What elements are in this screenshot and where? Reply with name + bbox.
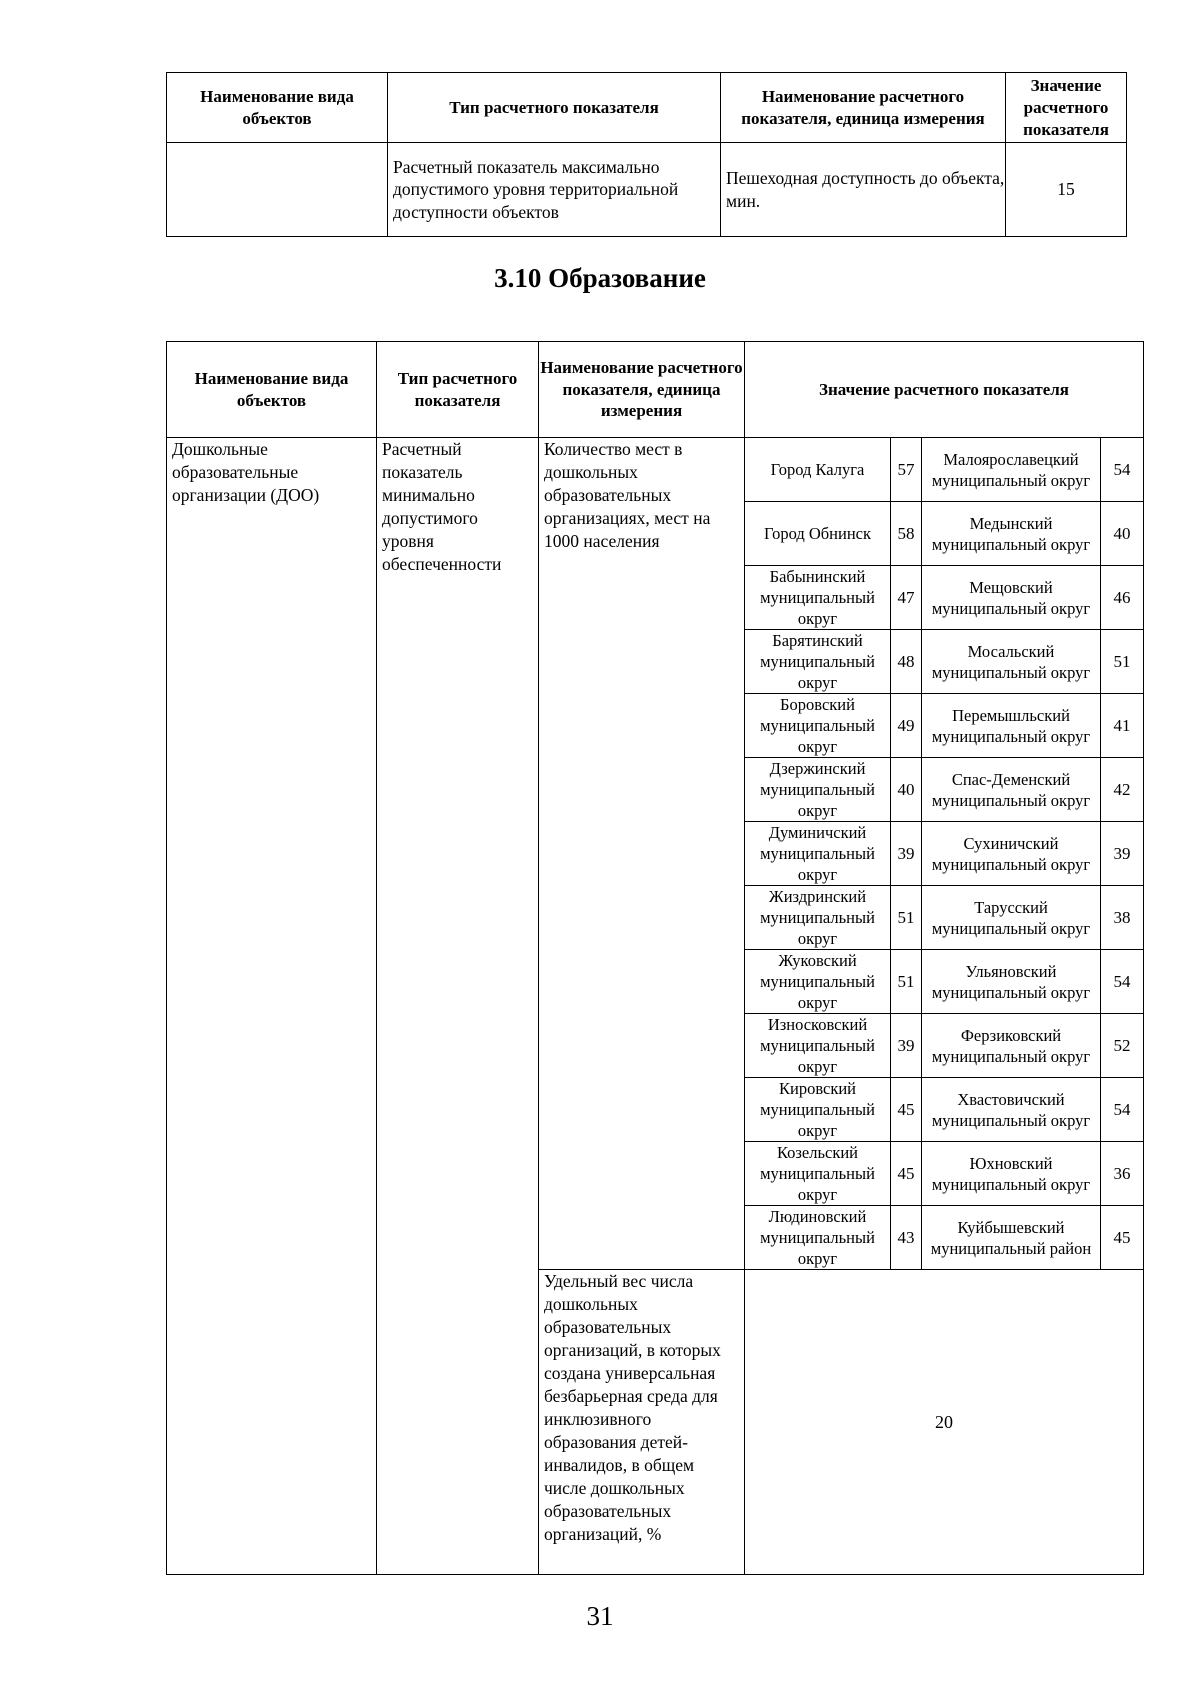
header-object-type: Наименование вида объектов <box>167 342 377 438</box>
header-indicator-name: Наименование расчетного показателя, единица измерения <box>539 342 745 438</box>
district-value-left: 40 <box>891 758 922 822</box>
district-name-left: Город Калуга <box>745 438 891 502</box>
district-value-left: 58 <box>891 502 922 566</box>
district-name-left: Людиновский муниципальный округ <box>745 1206 891 1270</box>
district-value-right: 40 <box>1101 502 1144 566</box>
district-name-right: Тарусский муниципальный округ <box>922 886 1101 950</box>
header-object-type: Наименование вида объектов <box>167 73 388 143</box>
district-value-left: 57 <box>891 438 922 502</box>
indicator-value-cell: 15 <box>1006 143 1127 237</box>
table-header-row <box>167 342 1144 438</box>
indicator-value-cell-2: 20 <box>745 1270 1144 1575</box>
district-value-right: 36 <box>1101 1142 1144 1206</box>
district-value-left: 51 <box>891 886 922 950</box>
district-name-left: Думиничский муниципальный округ <box>745 822 891 886</box>
header-indicator-value: Значение расчетного показателя <box>1006 73 1127 143</box>
continued-indicator-table <box>166 72 1127 237</box>
district-name-right: Юхновский муниципальный округ <box>922 1142 1101 1206</box>
district-value-left: 39 <box>891 822 922 886</box>
district-value-right: 39 <box>1101 822 1144 886</box>
district-name-right: Хвастовичский муниципальный округ <box>922 1078 1101 1142</box>
district-value-right: 41 <box>1101 694 1144 758</box>
district-name-left: Город Обнинск <box>745 502 891 566</box>
indicator-name-cell: Пешеходная доступность до объекта, мин. <box>721 143 1006 237</box>
district-value-right: 54 <box>1101 438 1144 502</box>
district-value-right: 42 <box>1101 758 1144 822</box>
district-value-right: 46 <box>1101 566 1144 630</box>
district-name-right: Мещовский муниципальный округ <box>922 566 1101 630</box>
district-value-right: 51 <box>1101 630 1144 694</box>
district-name-left: Кировский муниципальный округ <box>745 1078 891 1142</box>
district-value-left: 39 <box>891 1014 922 1078</box>
district-name-right: Ферзиковский муниципальный округ <box>922 1014 1101 1078</box>
district-value-right: 38 <box>1101 886 1144 950</box>
district-value-right: 54 <box>1101 950 1144 1014</box>
district-value-right: 45 <box>1101 1206 1144 1270</box>
district-value-left: 51 <box>891 950 922 1014</box>
district-name-left: Износковский муниципальный округ <box>745 1014 891 1078</box>
district-name-right: Куйбышевский муниципальный район <box>922 1206 1101 1270</box>
district-name-left: Жуковский муниципальный округ <box>745 950 891 1014</box>
district-name-left: Барятинский муниципальный округ <box>745 630 891 694</box>
district-value-left: 48 <box>891 630 922 694</box>
district-name-right: Ульяновский муниципальный округ <box>922 950 1101 1014</box>
district-value-left: 45 <box>891 1142 922 1206</box>
table-row <box>167 143 1127 237</box>
district-name-right: Перемышльский муниципальный округ <box>922 694 1101 758</box>
indicator-name-cell-2: Удельный вес числа дошкольных образовательных организаций, в которых создана универсальная безбарьерная среда для инклюзивного образования детей-инвалидов, в общем числе дошкольных образовательных организаций, % <box>539 1270 745 1575</box>
district-name-left: Козельский муниципальный округ <box>745 1142 891 1206</box>
district-value-left: 45 <box>891 1078 922 1142</box>
page-number: 31 <box>586 1601 614 1631</box>
section-title: 3.10 Образование <box>494 263 706 293</box>
district-name-left: Жиздринский муниципальный округ <box>745 886 891 950</box>
district-name-right: Медынский муниципальный округ <box>922 502 1101 566</box>
district-value-left: 49 <box>891 694 922 758</box>
table-header-row <box>167 73 1127 143</box>
header-indicator-type: Тип расчетного показателя <box>377 342 539 438</box>
district-name-left: Бабынинский муниципальный округ <box>745 566 891 630</box>
district-name-left: Боровский муниципальный округ <box>745 694 891 758</box>
indicator-type-cell: Расчетный показатель максимально допустимого уровня территориальной доступности объектов <box>388 143 721 237</box>
district-name-right: Мосальский муниципальный округ <box>922 630 1101 694</box>
indicator-type-cell: Расчетный показатель минимально допустимого уровня обеспеченности <box>377 438 539 1575</box>
district-value-left: 43 <box>891 1206 922 1270</box>
object-type-cell: Дошкольные образовательные организации (ДОО) <box>167 438 377 1575</box>
education-indicator-table <box>166 341 1144 1575</box>
district-value-right: 54 <box>1101 1078 1144 1142</box>
district-name-left: Дзержинский муниципальный округ <box>745 758 891 822</box>
object-type-cell <box>167 143 388 237</box>
header-indicator-name: Наименование расчетного показателя, единица измерения <box>721 73 1006 143</box>
district-name-right: Малоярославецкий муниципальный округ <box>922 438 1101 502</box>
district-name-right: Спас-Деменский муниципальный округ <box>922 758 1101 822</box>
district-value-right: 52 <box>1101 1014 1144 1078</box>
indicator-name-cell: Количество мест в дошкольных образовательных организациях, мест на 1000 населения <box>539 438 745 1270</box>
header-indicator-value: Значение расчетного показателя <box>745 342 1144 438</box>
district-row <box>167 438 1144 502</box>
district-name-right: Сухиничский муниципальный округ <box>922 822 1101 886</box>
header-indicator-type: Тип расчетного показателя <box>388 73 721 143</box>
district-value-left: 47 <box>891 566 922 630</box>
